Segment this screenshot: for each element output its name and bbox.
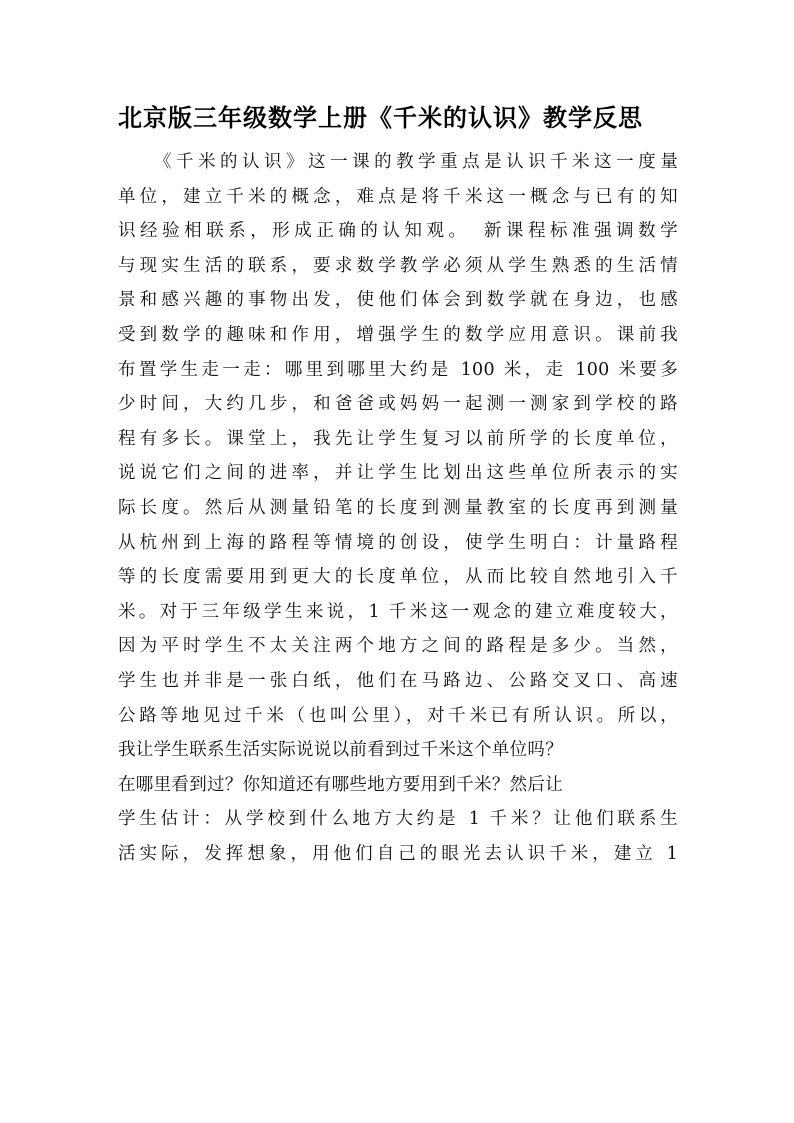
body-line: 与现实生活的联系，要求数学教学必须从学生熟悉的生活情 xyxy=(118,255,678,276)
body-line: 在哪里看到过？你知道还有哪些地方要用到千米？然后让 xyxy=(118,774,563,795)
body-line: 程有多长。课堂上，我先让学生复习以前所学的长度单位， xyxy=(118,428,678,449)
body-line: 少时间，大约几步，和爸爸或妈妈一起测一测家到学校的路 xyxy=(118,394,678,415)
body-line: 受到数学的趣味和作用，增强学生的数学应用意识。课前我 xyxy=(118,324,678,345)
document-body xyxy=(118,145,678,871)
body-line: 识经验相联系，形成正确的认知观。 新课程标准强调数学 xyxy=(118,221,678,242)
body-line: 际长度。然后从测量铅笔的长度到测量教室的长度再到测量 xyxy=(118,497,678,518)
body-line: 我让学生联系生活实际说说以前看到过千米这个单位吗？ xyxy=(118,740,563,761)
document-title: 北京版三年级数学上册《千米的认识》教学反思 xyxy=(118,103,643,132)
body-line: 说说它们之间的进率，并让学生比划出这些单位所表示的实 xyxy=(118,463,678,484)
body-line: 布置学生走一走：哪里到哪里大约是 100 米，走 100 米要多 xyxy=(118,359,678,380)
body-line: 景和感兴趣的事物出发，使他们体会到数学就在身边，也感 xyxy=(118,290,678,311)
body-line: 等的长度需要用到更大的长度单位，从而比较自然地引入千 xyxy=(118,567,678,588)
body-line: 学生估计：从学校到什么地方大约是 1 千米？让他们联系生 xyxy=(118,809,678,830)
body-line: 单位，建立千米的概念，难点是将千米这一概念与已有的知 xyxy=(118,186,678,207)
body-line: 米。对于三年级学生来说，1 千米这一观念的建立难度较大， xyxy=(118,601,678,622)
body-line: 公路等地见过千米（也叫公里），对千米已有所认识。所以， xyxy=(118,705,678,726)
body-line: 从杭州到上海的路程等情境的创设，使学生明白：计量路程 xyxy=(118,532,678,553)
body-line: 活实际，发挥想象，用他们自己的眼光去认识千米，建立 1 xyxy=(118,843,678,864)
body-line: 《千米的认识》这一课的教学重点是认识千米这一度量 xyxy=(154,152,678,172)
body-line: 因为平时学生不太关注两个地方之间的路程是多少。当然， xyxy=(118,636,678,657)
body-line: 学生也并非是一张白纸，他们在马路边、公路交叉口、高速 xyxy=(118,670,678,691)
